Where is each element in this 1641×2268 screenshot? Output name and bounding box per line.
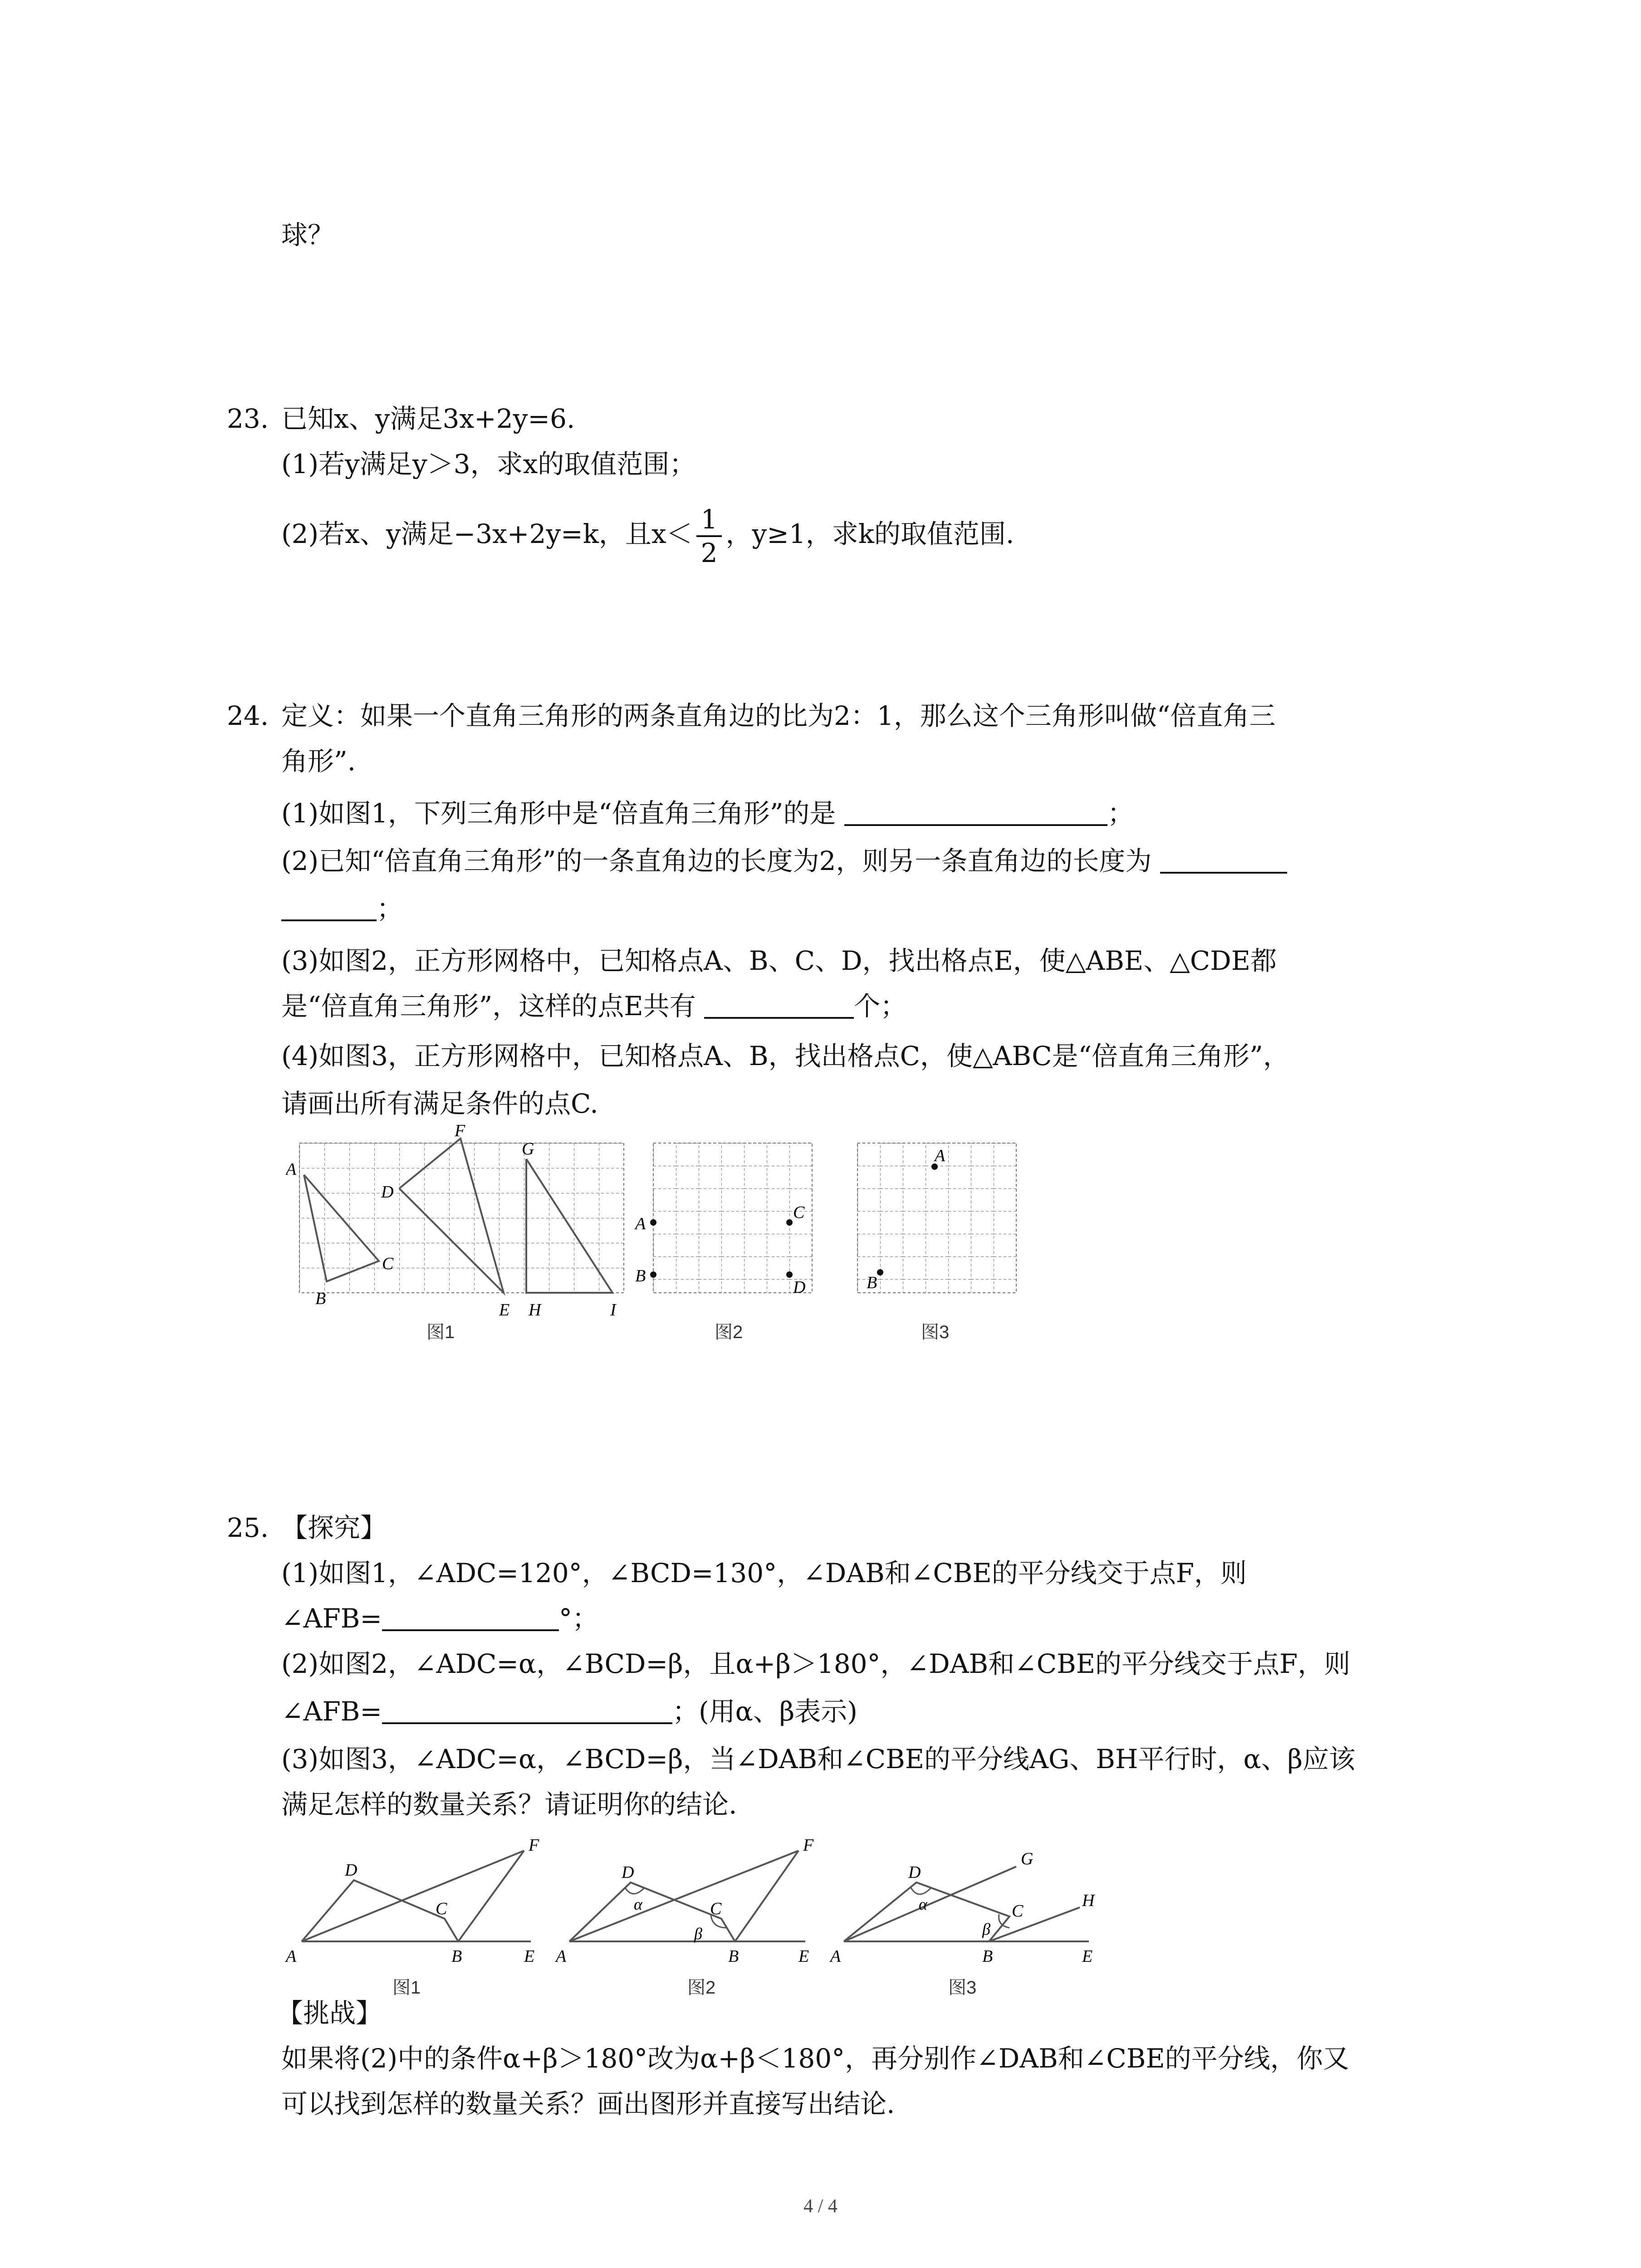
q25-challenge-heading: 【挑战】 xyxy=(277,1998,382,2028)
label-A: A xyxy=(635,1214,646,1233)
q24-caption1: 图1 xyxy=(426,1322,455,1342)
q25-caption3: 图3 xyxy=(948,1978,977,1998)
label-G: G xyxy=(522,1139,534,1158)
page-number: 4 / 4 xyxy=(803,2196,838,2217)
q25-caption2: 图2 xyxy=(687,1978,716,1998)
label-H: H xyxy=(529,1300,541,1320)
label-B: B xyxy=(982,1947,993,1966)
q24-caption2: 图2 xyxy=(715,1322,743,1342)
q23-part2: (2)若x、y满足−3x+2y=k，且x＜ $\frac{1}{2}$ ，y≥1，求k的取值范围. xyxy=(281,504,1014,568)
q25-part2-line1: (2)如图2，∠ADC=α，∠BCD=β，且α+β＞180°，∠DAB和∠CBE的平分线交于点F，则 xyxy=(281,1648,1351,1679)
q25-part1-line2: ∠AFB= °； xyxy=(281,1603,598,1634)
answer-blank[interactable] xyxy=(844,799,1107,826)
label-F: F xyxy=(803,1836,814,1855)
answer-blank[interactable] xyxy=(1160,846,1287,874)
q25-figure1 xyxy=(277,1833,549,1969)
q24-part3-line2: 是“倍直角三角形”，这样的点E共有 个； xyxy=(281,991,907,1022)
q23-number: 23. xyxy=(227,403,269,434)
label-D: D xyxy=(793,1278,806,1297)
label-C: C xyxy=(793,1203,805,1222)
q24-caption3: 图3 xyxy=(921,1322,950,1342)
answer-blank[interactable] xyxy=(382,1697,672,1724)
label-B: B xyxy=(451,1947,462,1966)
label-C: C xyxy=(1012,1901,1024,1921)
label-C: C xyxy=(382,1254,394,1273)
label-D: D xyxy=(908,1863,921,1882)
q24-part2: (2)已知“倍直角三角形”的一条直角边的长度为2，则另一条直角边的长度为 xyxy=(281,844,1287,878)
q25-part3-line1: (3)如图3，∠ADC=α，∠BCD=β，当∠DAB和∠CBE的平分线AG、BH平行时，α、β应该 xyxy=(281,1744,1356,1774)
q25-challenge-line1: 如果将(2)中的条件α+β＞180°改为α+β＜180°，再分别作∠DAB和∠CBE的平分线，你又 xyxy=(281,2043,1349,2074)
q24-figure2-grid-points xyxy=(631,1134,821,1306)
q24-part2-cont: ； xyxy=(281,891,403,926)
q25-challenge-line2: 可以找到怎样的数量关系？画出图形并直接写出结论. xyxy=(281,2088,895,2119)
label-B: B xyxy=(315,1289,326,1308)
q23-stem: 已知x、y满足3x+2y=6. xyxy=(281,403,575,434)
label-D: D xyxy=(345,1861,358,1880)
fraction-one-half: $\frac{1}{2}$ xyxy=(696,503,722,569)
label-F: F xyxy=(455,1125,465,1140)
q24-part1: (1)如图1，下列三角形中是“倍直角三角形”的是 ； xyxy=(281,798,1134,829)
label-B: B xyxy=(635,1266,646,1286)
label-F: F xyxy=(529,1836,539,1855)
q24-figure1-grid-triangles xyxy=(286,1125,649,1334)
label-alpha: α xyxy=(634,1895,642,1913)
q25-caption1: 图1 xyxy=(392,1978,421,1998)
label-D: D xyxy=(381,1183,394,1202)
label-A: A xyxy=(830,1947,841,1966)
q25-explore-heading: 【探究】 xyxy=(281,1512,387,1543)
q24-part4-line2: 请画出所有满足条件的点C. xyxy=(281,1088,598,1119)
label-A: A xyxy=(556,1947,567,1966)
q24-part3-line1: (3)如图2，正方形网格中，已知格点A、B、C、D，找出格点E，使△ABE、△CDE都 xyxy=(281,945,1277,976)
label-E: E xyxy=(798,1947,809,1966)
q25-part3-line2: 满足怎样的数量关系？请证明你的结论. xyxy=(281,1789,737,1820)
label-C: C xyxy=(436,1899,447,1918)
label-E: E xyxy=(524,1947,535,1966)
label-H: H xyxy=(1082,1891,1095,1910)
q24-part4-line1: (4)如图3，正方形网格中，已知格点A、B，找出格点C，使△ABC是“倍直角三角形”， xyxy=(281,1041,1289,1071)
q24-figure3-grid-points xyxy=(848,1134,1030,1306)
continued-text: 球？ xyxy=(281,220,334,250)
label-E: E xyxy=(499,1300,510,1320)
q23-part1: (1)若y满足y＞3，求x的取值范围； xyxy=(281,449,696,479)
label-A: A xyxy=(935,1146,945,1165)
label-I: I xyxy=(610,1300,616,1320)
label-B: B xyxy=(867,1273,877,1292)
label-beta: β xyxy=(982,1920,990,1938)
q25-figure2 xyxy=(551,1833,823,1969)
q24-definition-line2: 角形”. xyxy=(281,746,356,777)
q25-figure3 xyxy=(826,1833,1107,1969)
q24-number: 24. xyxy=(227,700,269,731)
q25-part2-line2: ∠AFB= ；(用α、β表示) xyxy=(281,1696,857,1727)
label-G: G xyxy=(1021,1849,1034,1868)
label-D: D xyxy=(622,1863,634,1882)
answer-blank[interactable] xyxy=(382,1604,559,1631)
q24-definition-line1: 定义：如果一个直角三角形的两条直角边的比为2：1，那么这个三角形叫做“倍直角三 xyxy=(281,700,1276,731)
answer-blank[interactable] xyxy=(281,894,377,921)
label-A: A xyxy=(286,1160,297,1179)
label-beta: β xyxy=(694,1925,702,1943)
answer-blank[interactable] xyxy=(704,992,854,1019)
label-alpha: α xyxy=(919,1895,927,1913)
q25-part1-line1: (1)如图1，∠ADC=120°，∠BCD=130°，∠DAB和∠CBE的平分线交于点F，则 xyxy=(281,1558,1247,1589)
label-E: E xyxy=(1082,1947,1093,1966)
q25-number: 25. xyxy=(227,1512,269,1543)
label-C: C xyxy=(710,1899,722,1918)
label-A: A xyxy=(286,1947,297,1966)
label-B: B xyxy=(728,1947,739,1966)
